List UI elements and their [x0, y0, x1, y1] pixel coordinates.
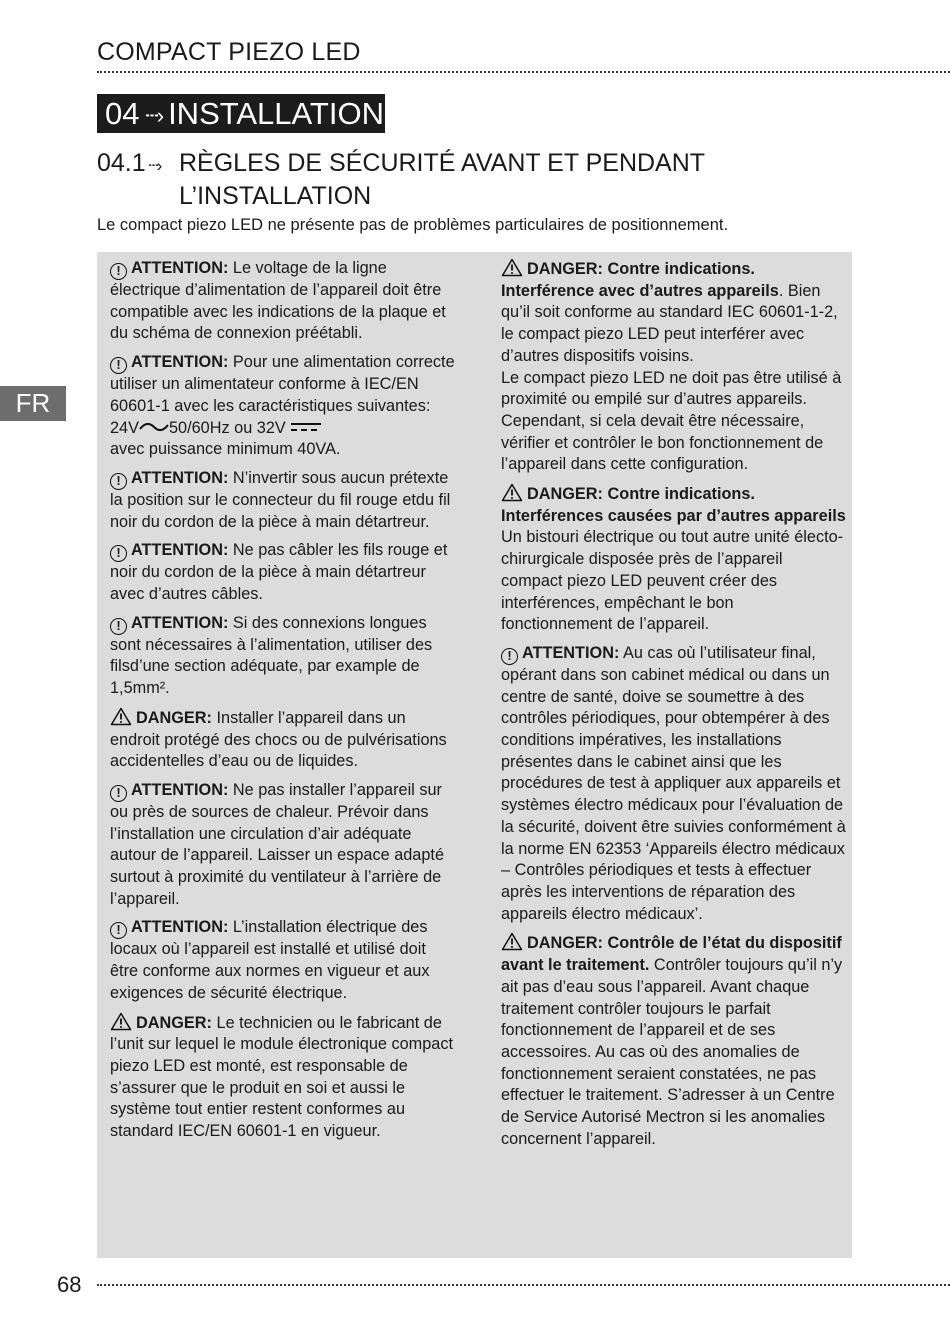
note-label: DANGER:: [136, 708, 212, 727]
note-text: Le compact piezo LED ne doit pas être utilisé à proximité ou empilé sur d’autres appareils. Cependant, si cela devait être nécessaire, vérifier et contrôler le bon fonctionnement de l’appareil dans cette configuration.: [501, 368, 842, 474]
section-number: 04: [105, 96, 140, 131]
note-text: Ne pas installer l’appareil sur ou près de sources de chaleur. Prévoir dans l’installation une circulation d’air adéquate autour de l’appareil. Laisser un espace adapté surtout à proximité du ventilateur à l’arrière de l’appareil.: [110, 780, 444, 908]
safety-note: [110, 707, 455, 773]
note-label: ATTENTION:: [131, 541, 229, 560]
page-number: 68: [57, 1272, 82, 1297]
note-text: L’installation électrique des locaux où l’appareil est installé et utilisé doit être conforme aux normes en vigueur et aux exigences de sécurité électrique.: [110, 918, 430, 1002]
note-text: . Bien qu’il soit conforme au standard IEC 60601-1-2, le compact piezo LED peut interférer avec d’autres dispositifs voisins.: [501, 281, 838, 365]
header-divider: [97, 71, 950, 73]
attention-icon: !: [110, 357, 127, 374]
attention-icon: !: [110, 545, 127, 562]
subsection-number: 04.1: [97, 149, 146, 177]
note-label: DANGER: Contre indications. Interférence avec d’autres appareils: [501, 260, 779, 300]
note-label: ATTENTION:: [131, 353, 229, 372]
subsection-title-line2: L’INSTALLATION: [179, 182, 372, 210]
safety-note: [110, 613, 455, 700]
note-label: DANGER:: [136, 1013, 212, 1032]
note-text: Installer l’appareil dans un endroit protégé des chocs ou de pulvérisations accidentelles d’eau ou de liquides.: [110, 708, 447, 771]
safety-note: [501, 932, 846, 1150]
note-label: ATTENTION:: [522, 643, 620, 662]
left-column: [110, 258, 455, 1150]
safety-note: [110, 780, 455, 911]
note-text: Si des connexions longues sont nécessaires à l’alimentation, utiliser des filsd’une section adéquate, par example de 1,5mm².: [110, 613, 433, 698]
safety-note: [501, 643, 846, 925]
section-heading: [97, 94, 385, 133]
attention-icon: !: [110, 785, 127, 802]
supply-frequency: 50/60Hz ou 32V: [168, 418, 286, 437]
note-label: ATTENTION:: [131, 259, 229, 277]
dc-current-icon: [290, 421, 322, 433]
attention-icon: !: [110, 263, 127, 280]
section-title: INSTALLATION: [168, 96, 384, 131]
note-text: Un bistouri électrique ou tout autre unité électo-chirurgicale disposée près de l’appareil compact piezo LED peuvent créer des interférences, empêchant le bon fonctionnement de l’appareil.: [501, 528, 844, 634]
ac-current-icon: [139, 420, 169, 434]
note-text: Le voltage de la ligne électrique d’alimentation de l’appareil doit être compatible avec les indications de la plaque et du schéma de connexion préétabli.: [110, 259, 446, 343]
note-label: ATTENTION:: [131, 918, 229, 937]
note-label: DANGER: Contre indications. Interférences causées par d’autres appareils: [501, 485, 846, 525]
right-column: [501, 258, 846, 1157]
supply-voltage-ac: 24V: [110, 418, 139, 437]
safety-note: [110, 917, 455, 1004]
danger-icon: [110, 707, 132, 726]
note-text: Au cas où l’utilisateur final, opérant dans son cabinet médical ou dans un centre de santé, doive se soumettre à des contrôles périodiques, pour obtempérer à des conditions impératives, les installations présentes dans le cabinet ainsi que les procédures de test à appliquer aux appareils et systèmes électro médicaux pour l’évaluation de la sécurité, doivent être suivies conformément à la norme EN 62353 ‘Appareils électro médicaux – Contrôles périodiques et tests à effectuer après les interventions de réparation des appareils électro médicaux’.: [501, 643, 846, 923]
note-text: N’invertir sous aucun prétexte la position sur le connecteur du fil rouge etdu fil noir du cordon de la pièce à main détartreur.: [110, 468, 451, 531]
note-text: Contrôler toujours qu’il n’y ait pas d’eau sous l’appareil. Avant chaque traitement contrôler toujours le parfait fonctionnement de l’appareil et de ses accessoires. Au cas où des anomalies de fonctionnement seraient constatées, ne pas effectuer le traitement. S’adresser à un Centre de Service Autorisé Mectron si les anomalies concernent l’appareil.: [501, 956, 843, 1148]
attention-icon: !: [110, 922, 127, 939]
subsection-title-line1: RÈGLES DE SÉCURITÉ AVANT ET PENDANT: [179, 149, 706, 177]
note-label: DANGER: Contrôle de l’état du dispositif avant le traitement.: [501, 934, 842, 975]
note-label: ATTENTION:: [131, 468, 229, 487]
safety-note: [110, 352, 455, 461]
language-tab: FR: [0, 386, 66, 421]
note-label: ATTENTION:: [131, 613, 229, 632]
note-text: Pour une alimentation correcte utiliser un alimentateur conforme à IEC/EN 60601-1 avec les caractéristiques suivantes:: [110, 353, 455, 415]
safety-note: [110, 1012, 455, 1143]
safety-note: [501, 483, 846, 636]
safety-note: [110, 468, 455, 533]
header-title: COMPACT PIEZO LED: [97, 38, 361, 66]
note-text: Ne pas câbler les fils rouge et noir du cordon de la pièce à main détartreur avec d’autres câbles.: [110, 541, 448, 604]
footer-divider: [97, 1284, 950, 1286]
note-text: Le technicien ou le fabricant de l’unit sur lequel le module électronique compact piezo LED est monté, est responsable de s’assurer que le produit en soi et aussi le système tout entier restent conformes au standard IEC/EN 60601-1 en vigueur.: [110, 1013, 454, 1141]
note-label: ATTENTION:: [131, 780, 229, 799]
dotted-arrow-icon: ┄›: [145, 103, 163, 129]
supply-power: avec puissance minimum 40VA.: [110, 440, 341, 459]
safety-note: [110, 540, 455, 605]
attention-icon: !: [501, 648, 518, 665]
danger-icon: [501, 258, 523, 277]
safety-note: [501, 258, 846, 476]
danger-icon: [110, 1012, 132, 1031]
danger-icon: [501, 932, 523, 951]
intro-paragraph: Le compact piezo LED ne présente pas de problèmes particulaires de positionnement.: [97, 216, 729, 234]
dotted-arrow-icon: ┄›: [145, 156, 161, 175]
attention-icon: !: [110, 618, 127, 635]
danger-icon: [501, 483, 523, 502]
subsection-heading: [97, 148, 705, 211]
safety-note: [110, 258, 455, 345]
attention-icon: !: [110, 473, 127, 490]
